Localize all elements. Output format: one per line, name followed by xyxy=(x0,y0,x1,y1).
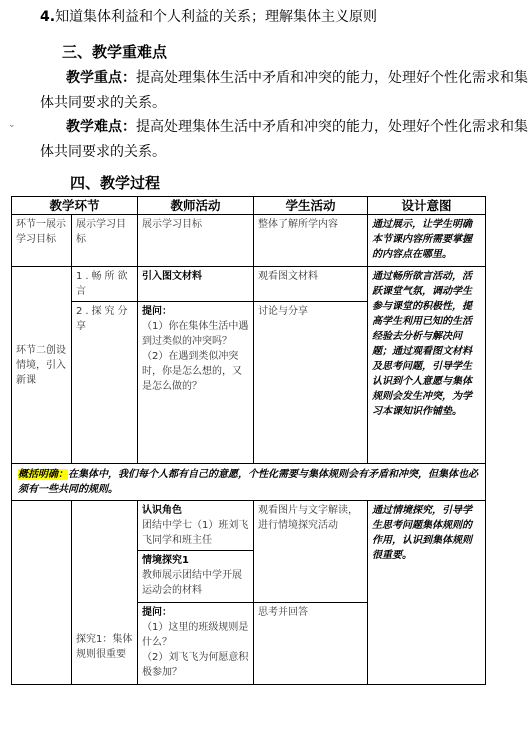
stage-cell: 环节二创设情境，引入新课 xyxy=(12,267,72,464)
objective-number: 4. xyxy=(40,9,56,25)
teacher-cell: 引入图文材料 xyxy=(138,267,254,302)
scenario-text: 教师展示团结中学开展运动会的材料 xyxy=(142,570,243,596)
difficulty-label: 教学难点： xyxy=(66,119,136,135)
teaching-process-table xyxy=(11,196,486,685)
difficulty-text2: 体共同要求的关系。 xyxy=(40,144,166,160)
student-cell: 讨论与分享 xyxy=(254,302,368,464)
teacher-cell xyxy=(138,551,254,603)
role-title: 认识角色 xyxy=(142,505,183,516)
intent-cell: 通过畅所欲言活动，活跃课堂气氛，调动学生参与课堂的积极性，提高学生利用已知的生活经验去分析与解决问题；通过观看图文材料及思考问题，引导学生认识到个人意愿与集体规则会发生冲突，为学习本课知识作铺垫。 xyxy=(368,267,486,464)
summary-cell xyxy=(12,464,486,501)
question-label: 提问： xyxy=(142,607,173,618)
student-cell: 观看图片与文字解读，进行情境探究活动 xyxy=(254,501,368,603)
key-point-label: 教学重点： xyxy=(66,70,136,86)
sub-stage-cell: 2.探究分享 xyxy=(72,302,138,464)
header-student: 学生活动 xyxy=(254,197,368,215)
summary-row xyxy=(12,464,486,501)
sub-stage-cell: 展示学习目标 xyxy=(72,215,138,267)
header-intent: 设计意图 xyxy=(368,197,486,215)
sub-stage-cell: 探究1：集体规则很重要 xyxy=(72,501,138,685)
stage-cell: 环节一展示学习目标 xyxy=(12,215,72,267)
difficulty-text1: 提高处理集体生活中矛盾和冲突的能力，处理好个性化需求和集 xyxy=(136,119,528,135)
intent-cell: 通过展示，让学生明确本节课内容所需要掌握的内容点在哪里。 xyxy=(368,215,486,267)
student-cell: 观看图文材料 xyxy=(254,267,368,302)
student-cell: 思考并回答 xyxy=(254,603,368,685)
table-header-row xyxy=(12,197,486,215)
objective-line-4 xyxy=(40,6,377,26)
paragraph-mark-icon: ⌄ xyxy=(8,120,16,130)
question-2: （2）在遇到类似冲突时，你是怎么想的，又是怎么做的？ xyxy=(142,351,243,392)
header-teacher: 教师活动 xyxy=(138,197,254,215)
key-point-line1 xyxy=(66,67,528,87)
student-cell: 整体了解所学内容 xyxy=(254,215,368,267)
key-point-text1: 提高处理集体生活中矛盾和冲突的能力，处理好个性化需求和集 xyxy=(136,70,528,86)
header-stage: 教学环节 xyxy=(12,197,138,215)
intent-cell: 通过情境探究，引导学生思考问题集体规则的作用，认识到集体规则很重要。 xyxy=(368,501,486,685)
summary-label: 概括明确： xyxy=(18,469,68,480)
teacher-cell xyxy=(138,501,254,551)
question-1: （1）这里的班级规则是什么？ xyxy=(142,622,249,648)
teacher-cell xyxy=(138,603,254,685)
section-3-heading: 三、教学重难点 xyxy=(62,43,168,61)
table-row xyxy=(12,267,486,302)
difficulty-line1 xyxy=(66,116,528,136)
section-4-heading: 四、教学过程 xyxy=(70,174,161,192)
empty-cell xyxy=(12,501,72,685)
key-point-text2: 体共同要求的关系。 xyxy=(40,95,166,111)
table-row xyxy=(12,501,486,551)
question-label: 提问： xyxy=(142,306,173,317)
objective-text: 知道集体利益和个人利益的关系；理解集体主义原则 xyxy=(55,9,378,25)
teacher-cell xyxy=(138,302,254,464)
summary-text: 在集体中，我们每个人都有自己的意愿，个性化需要与集体规则会有矛盾和冲突，但集体也必须有一些共同的规则。 xyxy=(18,469,478,495)
sub-stage-cell: 1.畅所欲言 xyxy=(72,267,138,302)
scenario-title: 情境探究1 xyxy=(142,555,189,566)
question-2: （2）刘飞飞为何愿意积极参加？ xyxy=(142,652,249,678)
question-1: （1）你在集体生活中遇到过类似的冲突吗？ xyxy=(142,321,249,347)
table-row xyxy=(12,215,486,267)
teacher-cell: 展示学习目标 xyxy=(138,215,254,267)
role-text: 团结中学七（1）班刘飞飞同学和班主任 xyxy=(142,520,249,546)
